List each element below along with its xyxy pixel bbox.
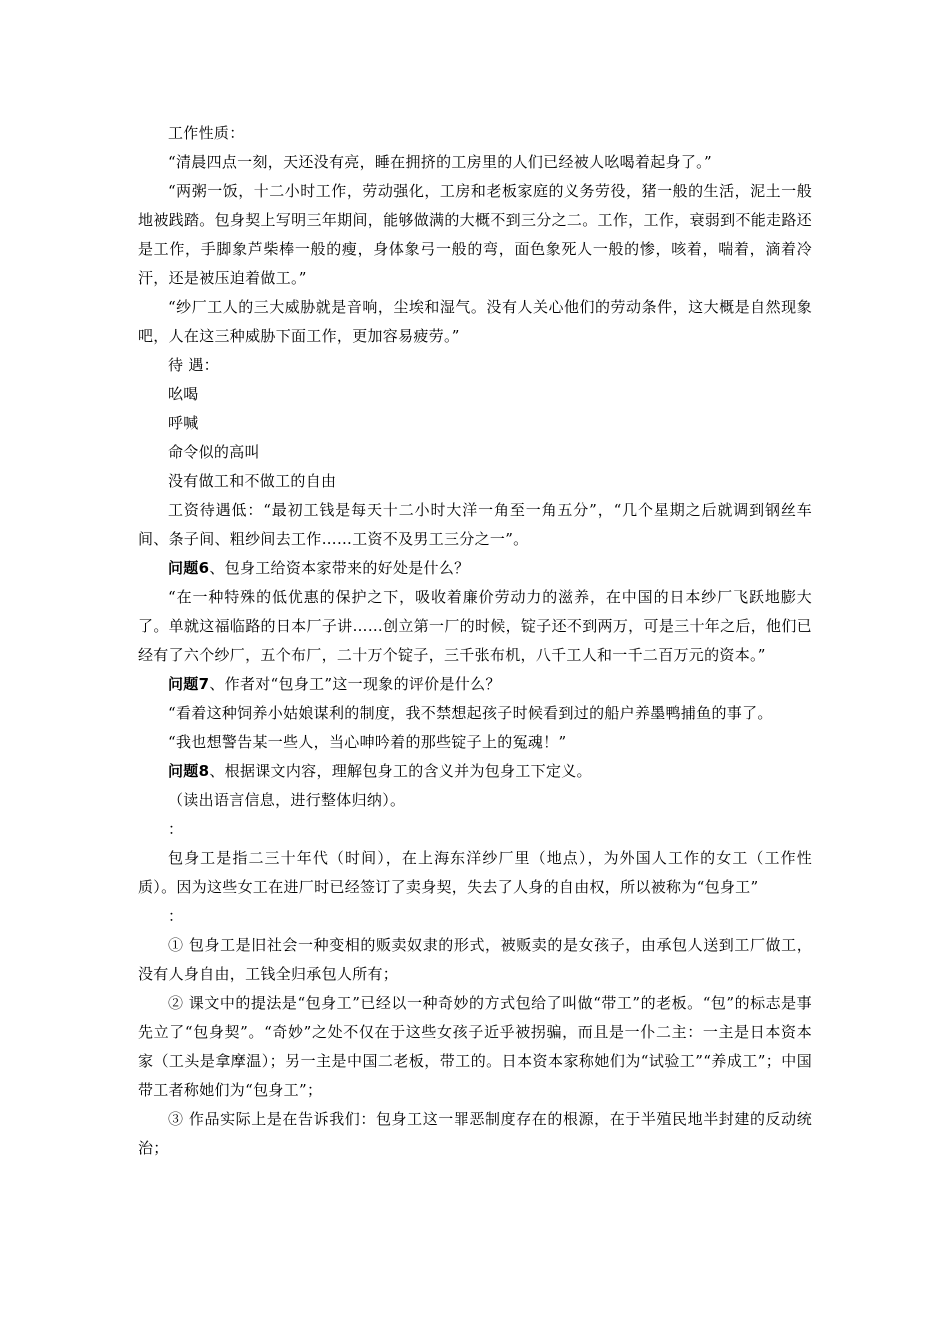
question-6 <box>138 554 812 583</box>
question-text: 、作者对“包身工”这一现象的评价是什么？ <box>209 675 501 693</box>
quote-paragraph: “两粥一饭，十二小时工作，劳动强化，工房和老板家庭的义务劳役，猪一般的生活，泥土一般地被践踏。包身契上写明三年期间，能够做满的大概不到三分之二。工作，工作，衰弱到不能走路还是工作，手脚象芦柴棒一般的瘦，身体象弓一般的弯，面色象死人一般的惨，咳着，喘着，滴着冷汗，还是被压迫着做工。” <box>138 182 812 287</box>
question-label: 问题8 <box>168 762 210 780</box>
numbered-point-2: ② 课文中的提法是“包身工”已经以一种奇妙的方式包给了叫做“带工”的老板。“包”的标志是事先立了“包身契”。“奇妙”之处不仅在于这些女孩子近乎被拐骗，而且是一仆二主：一主是日本资本家（工头是拿摩温）；另一主是中国二老板，带工的。日本资本家称她们为“试验工”“养成工”；中国带工者称她们为“包身工”； <box>138 994 812 1099</box>
section-label-work-nature: 工作性质： <box>168 124 245 142</box>
list-item: 没有做工和不做工的自由 <box>168 472 337 490</box>
quote-paragraph: “我也想警告某一些人，当心呻吟着的那些锭子上的冤魂！” <box>168 733 567 751</box>
list-item: 吆喝 <box>168 385 199 403</box>
quote-paragraph: “清晨四点一刻，天还没有亮，睡在拥挤的工房里的人们已经被人吆喝着起身了。” <box>168 153 712 171</box>
list-item: 呼喊 <box>168 414 199 432</box>
definition-paragraph: 包身工是指二三十年代（时间），在上海东洋纱厂里（地点），为外国人工作的女工（工作性质）。因为这些女工在进厂时已经签订了卖身契，失去了人身的自由权，所以被称为“包身工” <box>138 849 812 896</box>
section-label-treatment: 待 遇： <box>168 356 219 374</box>
instruction-paragraph: （读出语言信息，进行整体归纳）。 <box>168 791 406 809</box>
question-text: 、包身工给资本家带来的好处是什么？ <box>209 559 470 577</box>
list-item: 命令似的高叫 <box>168 443 260 461</box>
question-text: 、根据课文内容，理解包身工的含义并为包身工下定义。 <box>209 762 592 780</box>
question-8 <box>138 757 812 786</box>
quote-paragraph: “在一种特殊的低优惠的保护之下，吸收着廉价劳动力的滋养，在中国的日本纱厂飞跃地膨大了。单就这福临路的日本厂子讲……创立第一厂的时候，锭子还不到两万，可是三十年之后，他们已经有了六个纱厂，五个布厂，二十万个锭子，三千张布机，八千工人和一千二百万元的资本。” <box>138 588 812 664</box>
numbered-point-1: ① 包身工是旧社会一种变相的贩卖奴隶的形式，被贩卖的是女孩子，由承包人送到工厂做工，没有人身自由，工钱全归承包人所有； <box>138 936 812 983</box>
numbered-point-3: ③ 作品实际上是在告诉我们：包身工这一罪恶制度存在的根源，在于半殖民地半封建的反动统治； <box>138 1110 812 1157</box>
wage-paragraph: 工资待遇低：“最初工钱是每天十二小时大洋一角至一角五分”，“几个星期之后就调到钢丝车间、条子间、粗纱间去工作……工资不及男工三分之一”。 <box>138 501 812 548</box>
question-label: 问题6 <box>168 559 210 577</box>
question-7 <box>138 670 812 699</box>
document-body <box>138 119 812 1163</box>
quote-paragraph: “纱厂工人的三大威胁就是音响，尘埃和湿气。没有人关心他们的劳动条件，这大概是自然现象吧，人在这三种威胁下面工作，更加容易疲劳。” <box>138 298 812 345</box>
quote-paragraph: “看着这种饲养小姑娘谋利的制度，我不禁想起孩子时候看到过的船户养墨鸭捕鱼的事了。 <box>168 704 773 722</box>
colon-line: ： <box>168 820 184 838</box>
colon-line: ： <box>168 907 184 925</box>
question-label: 问题7 <box>168 675 210 693</box>
